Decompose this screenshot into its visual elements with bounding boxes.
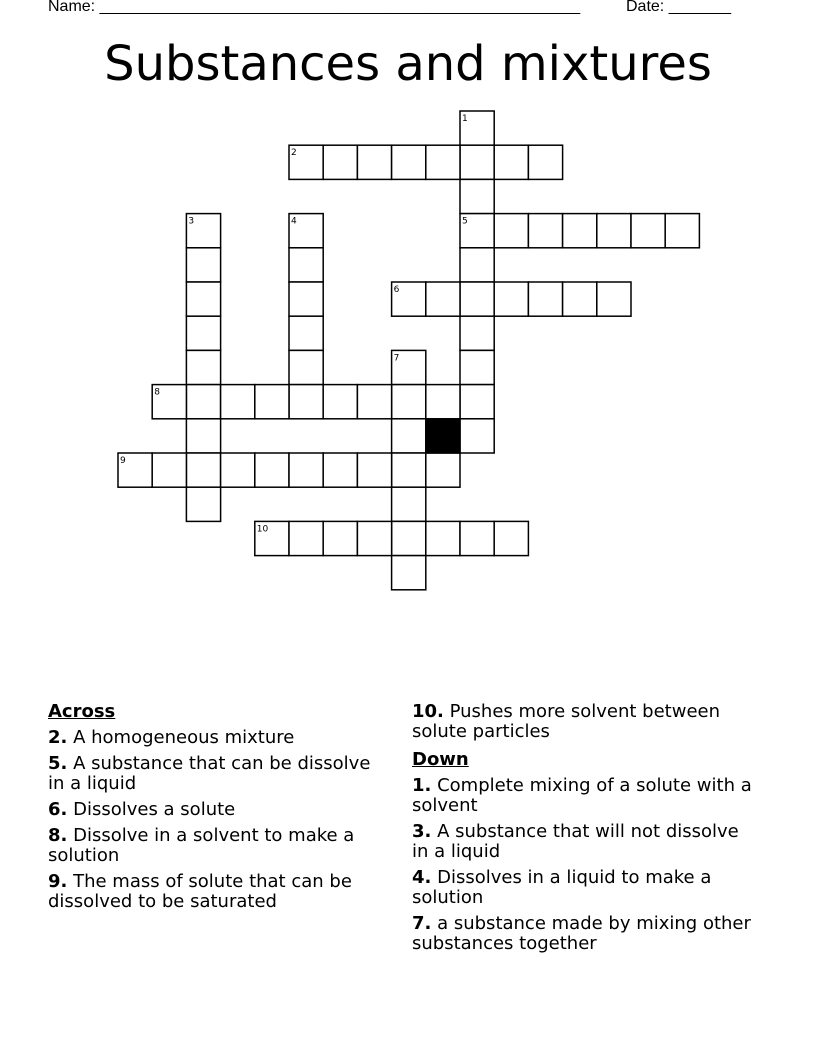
grid-cell[interactable] bbox=[426, 385, 460, 419]
grid-cell[interactable] bbox=[563, 282, 597, 316]
grid-cell[interactable] bbox=[392, 419, 426, 453]
clue-across-5 bbox=[48, 754, 388, 794]
grid-cell[interactable] bbox=[563, 214, 597, 248]
clue-number: 10. bbox=[412, 701, 444, 722]
page-title: Substances and mixtures bbox=[104, 36, 712, 92]
clue-down-7 bbox=[412, 914, 752, 954]
grid-cell[interactable] bbox=[460, 419, 494, 453]
grid-cell[interactable] bbox=[460, 179, 494, 213]
clue-text: A homogeneous mixture bbox=[67, 727, 295, 748]
grid-cell[interactable] bbox=[255, 385, 289, 419]
clue-across-6 bbox=[48, 800, 388, 820]
clues-right-column bbox=[412, 702, 752, 960]
grid-cell[interactable] bbox=[460, 385, 494, 419]
cell-number: 3 bbox=[188, 216, 195, 227]
grid-cell[interactable] bbox=[289, 453, 323, 487]
across-heading: Across bbox=[48, 701, 116, 722]
clue-number: 1. bbox=[412, 775, 432, 796]
clue-number: 6. bbox=[48, 799, 68, 820]
grid-cell[interactable] bbox=[323, 453, 357, 487]
grid-cell[interactable] bbox=[392, 453, 426, 487]
clue-across-9 bbox=[48, 872, 388, 912]
grid-cell[interactable] bbox=[460, 316, 494, 350]
grid-cell[interactable] bbox=[289, 316, 323, 350]
down-heading: Down bbox=[412, 749, 469, 770]
grid-cell[interactable] bbox=[289, 385, 323, 419]
clues-left-column bbox=[48, 702, 388, 918]
clue-down-4 bbox=[412, 868, 752, 908]
clue-number: 3. bbox=[412, 821, 432, 842]
grid-cell[interactable] bbox=[597, 214, 631, 248]
cell-number: 4 bbox=[291, 216, 297, 227]
clue-number: 2. bbox=[48, 727, 68, 748]
grid-cell[interactable] bbox=[289, 248, 323, 282]
grid-cell[interactable] bbox=[460, 521, 494, 555]
cell-number: 10 bbox=[256, 524, 269, 535]
name-field[interactable]: Name: ______________________________________________________ bbox=[48, 0, 581, 15]
grid-cell[interactable] bbox=[357, 453, 391, 487]
grid-cell[interactable] bbox=[494, 521, 528, 555]
cell-number: 9 bbox=[120, 456, 126, 466]
grid-cell[interactable] bbox=[186, 487, 220, 521]
clue-text: Dissolve in a solvent to make a solution bbox=[48, 825, 355, 866]
grid-cell[interactable] bbox=[289, 282, 323, 316]
grid-cell[interactable] bbox=[186, 248, 220, 282]
grid-cell[interactable] bbox=[460, 350, 494, 384]
grid-cell[interactable] bbox=[392, 521, 426, 555]
clue-down-3 bbox=[412, 822, 752, 862]
grid-cell[interactable] bbox=[392, 487, 426, 521]
clue-text: The mass of solute that can be dissolved to be saturated bbox=[48, 871, 352, 912]
grid-cell[interactable] bbox=[186, 282, 220, 316]
clue-text: Dissolves in a liquid to make a solution bbox=[412, 867, 712, 908]
cell-number: 6 bbox=[393, 285, 400, 295]
grid-cell[interactable] bbox=[665, 214, 699, 248]
grid-cell[interactable] bbox=[289, 350, 323, 384]
grid-cell[interactable] bbox=[460, 282, 494, 316]
clue-across-8 bbox=[48, 826, 388, 866]
grid-cell[interactable] bbox=[152, 453, 186, 487]
clue-text: Dissolves a solute bbox=[67, 799, 236, 820]
grid-cell[interactable] bbox=[289, 521, 323, 555]
clue-text: Complete mixing of a solute with a solvent bbox=[412, 775, 752, 816]
grid-cell[interactable] bbox=[494, 145, 528, 179]
clue-text: Pushes more solvent between solute particles bbox=[412, 701, 721, 742]
grid-cell[interactable] bbox=[494, 214, 528, 248]
clue-number: 7. bbox=[412, 913, 432, 934]
black-cell bbox=[426, 419, 460, 453]
clue-number: 8. bbox=[48, 825, 68, 846]
clue-number: 5. bbox=[48, 753, 68, 774]
grid-cell[interactable] bbox=[528, 214, 562, 248]
grid-cell[interactable] bbox=[426, 282, 460, 316]
grid-cell[interactable] bbox=[528, 145, 562, 179]
grid-cell[interactable] bbox=[357, 521, 391, 555]
cell-number: 8 bbox=[154, 387, 160, 398]
grid-cell[interactable] bbox=[221, 453, 255, 487]
grid-cell[interactable] bbox=[186, 350, 220, 384]
cell-number: 2 bbox=[291, 148, 297, 159]
grid-cell[interactable] bbox=[392, 385, 426, 419]
clue-number: 9. bbox=[48, 871, 68, 892]
grid-cell[interactable] bbox=[357, 145, 391, 179]
grid-cell[interactable] bbox=[460, 145, 494, 179]
grid-cell[interactable] bbox=[186, 453, 220, 487]
grid-cell[interactable] bbox=[426, 145, 460, 179]
grid-cell[interactable] bbox=[221, 385, 255, 419]
grid-cell[interactable] bbox=[255, 453, 289, 487]
grid-cell[interactable] bbox=[528, 282, 562, 316]
clue-across-10 bbox=[412, 702, 752, 742]
clue-text: A substance that can be dissolve in a liquid bbox=[48, 753, 371, 794]
grid-cell[interactable] bbox=[186, 419, 220, 453]
clue-across-2 bbox=[48, 728, 388, 748]
clue-number: 4. bbox=[412, 867, 432, 888]
grid-cell[interactable] bbox=[323, 145, 357, 179]
clue-text: A substance that will not dissolve in a liquid bbox=[412, 821, 739, 862]
grid-cell[interactable] bbox=[494, 282, 528, 316]
grid-cell[interactable] bbox=[392, 556, 426, 590]
grid-cell[interactable] bbox=[186, 385, 220, 419]
cell-number: 7 bbox=[393, 353, 400, 364]
grid-cell[interactable] bbox=[460, 248, 494, 282]
grid-cell[interactable] bbox=[392, 145, 426, 179]
grid-cell[interactable] bbox=[323, 521, 357, 555]
cell-number: 1 bbox=[462, 114, 468, 124]
clue-down-1 bbox=[412, 776, 752, 816]
grid-cell[interactable] bbox=[426, 521, 460, 555]
clue-text: a substance made by mixing other substances together bbox=[412, 913, 751, 954]
grid-cell[interactable] bbox=[323, 385, 357, 419]
date-field[interactable]: Date: _______ bbox=[626, 0, 731, 15]
cell-number: 5 bbox=[462, 216, 468, 227]
grid-cell[interactable] bbox=[597, 282, 631, 316]
grid-cell[interactable] bbox=[631, 214, 665, 248]
grid-cell[interactable] bbox=[357, 385, 391, 419]
grid-cell[interactable] bbox=[186, 316, 220, 350]
grid-cell[interactable] bbox=[426, 453, 460, 487]
